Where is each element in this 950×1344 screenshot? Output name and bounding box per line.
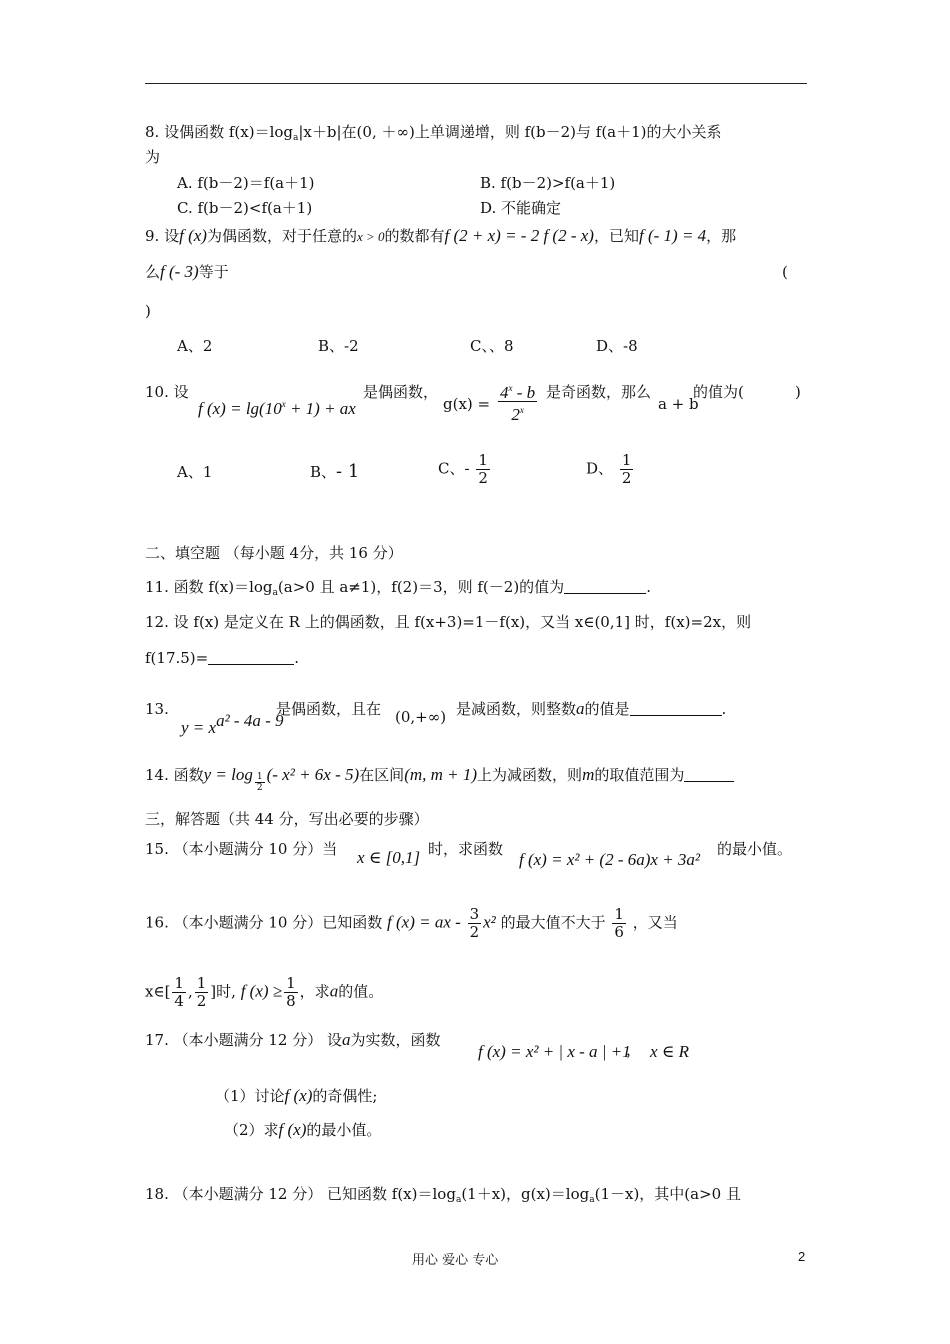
- q10-number: 10. 设: [145, 383, 189, 401]
- q17-separator: ，: [626, 1041, 642, 1059]
- q17-function: f (x) = x² + | x - a | +1: [478, 1042, 631, 1061]
- q8-option-a: A. f(b－2)＝f(a＋1): [177, 174, 315, 192]
- q10-option-d: D、 $\frac{1}{2}$: [586, 451, 632, 487]
- q17-part1: （1）讨论f (x)的奇偶性;: [215, 1086, 378, 1105]
- q13-text1: 是偶函数，且在: [276, 700, 382, 718]
- q9-paren-open: (: [782, 263, 788, 281]
- q13-interval: (0,+∞): [395, 708, 447, 726]
- q14: 14. 函数y = log $\frac{1}{2}$ (- x² + 6x - 5)在区间(m, m + 1)上为减函数，则m的取值范围为: [145, 765, 734, 793]
- q10-ab: a + b: [658, 395, 699, 413]
- q8-line1: 8. 设偶函数 $f(x)=\log_a|x+b|$在(0, ＋∞)上单调递增，则 f(b－2)与 f(a＋1)的大小关系: [145, 123, 722, 143]
- q8-option-c: C. f(b－2)<f(a＋1): [177, 199, 313, 217]
- q18: 18. （本小题满分 12 分） 已知函数 $f(x)=\log_a(1+x)$，$g(x)=\log_a(1-x)$，其中(a>0 且: [145, 1185, 741, 1205]
- q8-option-d: D. 不能确定: [480, 199, 562, 217]
- q13-number: 13.: [145, 700, 169, 718]
- q9-option-b: B、-2: [318, 337, 359, 355]
- q16-line2: x∈[ $\frac{1}{4}$ , $\frac{1}{2}$ ]时, f (x) ≥ $\frac{1}{8}$ ，求a的值。: [145, 974, 384, 1010]
- q15-text: 15. （本小题满分 10 分）当: [145, 840, 338, 858]
- q17-domain: x ∈ R: [650, 1042, 690, 1061]
- q10-gx-fraction: $\frac{4^x - b}{2^x}$: [500, 383, 536, 424]
- q13-expression: y = xa² - 4a - 9: [181, 711, 284, 737]
- q9-paren-close: ): [145, 302, 151, 320]
- q10-text4: ): [795, 383, 801, 401]
- q17-line1: 17. （本小题满分 12 分） 设a为实数，函数: [145, 1030, 441, 1049]
- q12-line1: 12. 设 f(x) 是定义在 R 上的偶函数，且 f(x+3)=1－f(x)，又当 x∈(0,1] 时，f(x)=2x，则: [145, 613, 752, 631]
- q9-option-a: A、2: [177, 337, 213, 355]
- page-footer: 用心 爱心 专心: [412, 1253, 499, 1268]
- q9-option-d: D、-8: [596, 337, 638, 355]
- q10-text2: 是奇函数，那么: [546, 383, 652, 401]
- q10-option-b: B、- 1: [310, 461, 360, 482]
- q9-option-c: C、、8: [470, 337, 514, 355]
- q11: 11. 函数 $f(x)=\log_a(a>0$ 且 a≠1)，f(2)＝3，则 f(－2)的值为 .: [145, 578, 651, 598]
- q15-text1: 时，求函数: [428, 840, 504, 858]
- q10-gx: g(x) =: [443, 395, 491, 413]
- q17-part2: （2）求f (x)的最小值。: [224, 1120, 382, 1139]
- q13-text2: 是减函数，则整数a的值是 .: [456, 699, 727, 718]
- header-rule: [145, 83, 807, 84]
- q10-option-a: A、1: [177, 463, 213, 481]
- q15-function: f (x) = x² + (2 - 6a)x + 3a²: [519, 850, 701, 869]
- q8-option-b: B. f(b－2)>f(a＋1): [480, 174, 616, 192]
- q10-text3: 的值为(: [693, 383, 744, 401]
- page-number: 2: [798, 1249, 806, 1264]
- q12-line2: f(17.5)= .: [145, 649, 300, 667]
- q10-option-c: C、- $\frac{1}{2}$: [438, 451, 488, 487]
- q9-line2: 么f (- 3)等于: [145, 262, 229, 281]
- q15-text2: 的最小值。: [717, 840, 793, 858]
- q10-text1: 是偶函数，: [363, 383, 439, 401]
- q10-fx: f $(x) = \lg(10^x + 1)$ + ax: [198, 399, 356, 418]
- section-2-heading: 二、填空题 （每小题 4分，共 16 分）: [145, 544, 403, 562]
- section-3-heading: 三，解答题（共 44 分，写出必要的步骤）: [145, 810, 429, 828]
- q8-line2: 为: [145, 148, 161, 166]
- q15-condition: x ∈ [0,1]: [357, 848, 421, 867]
- q16-line1: 16. （本小题满分 10 分）已知函数 f (x) = ax - $\frac{3}{2}$ x² 的最大值不大于 $\frac{1}{6}$ ，又当: [145, 905, 678, 941]
- q9-line1: 9. 设f (x)为偶函数，对于任意的x > 0的数都有f (2 + x) = - 2 f (2 - x)，已知f (- 1) = 4，那: [145, 226, 737, 245]
